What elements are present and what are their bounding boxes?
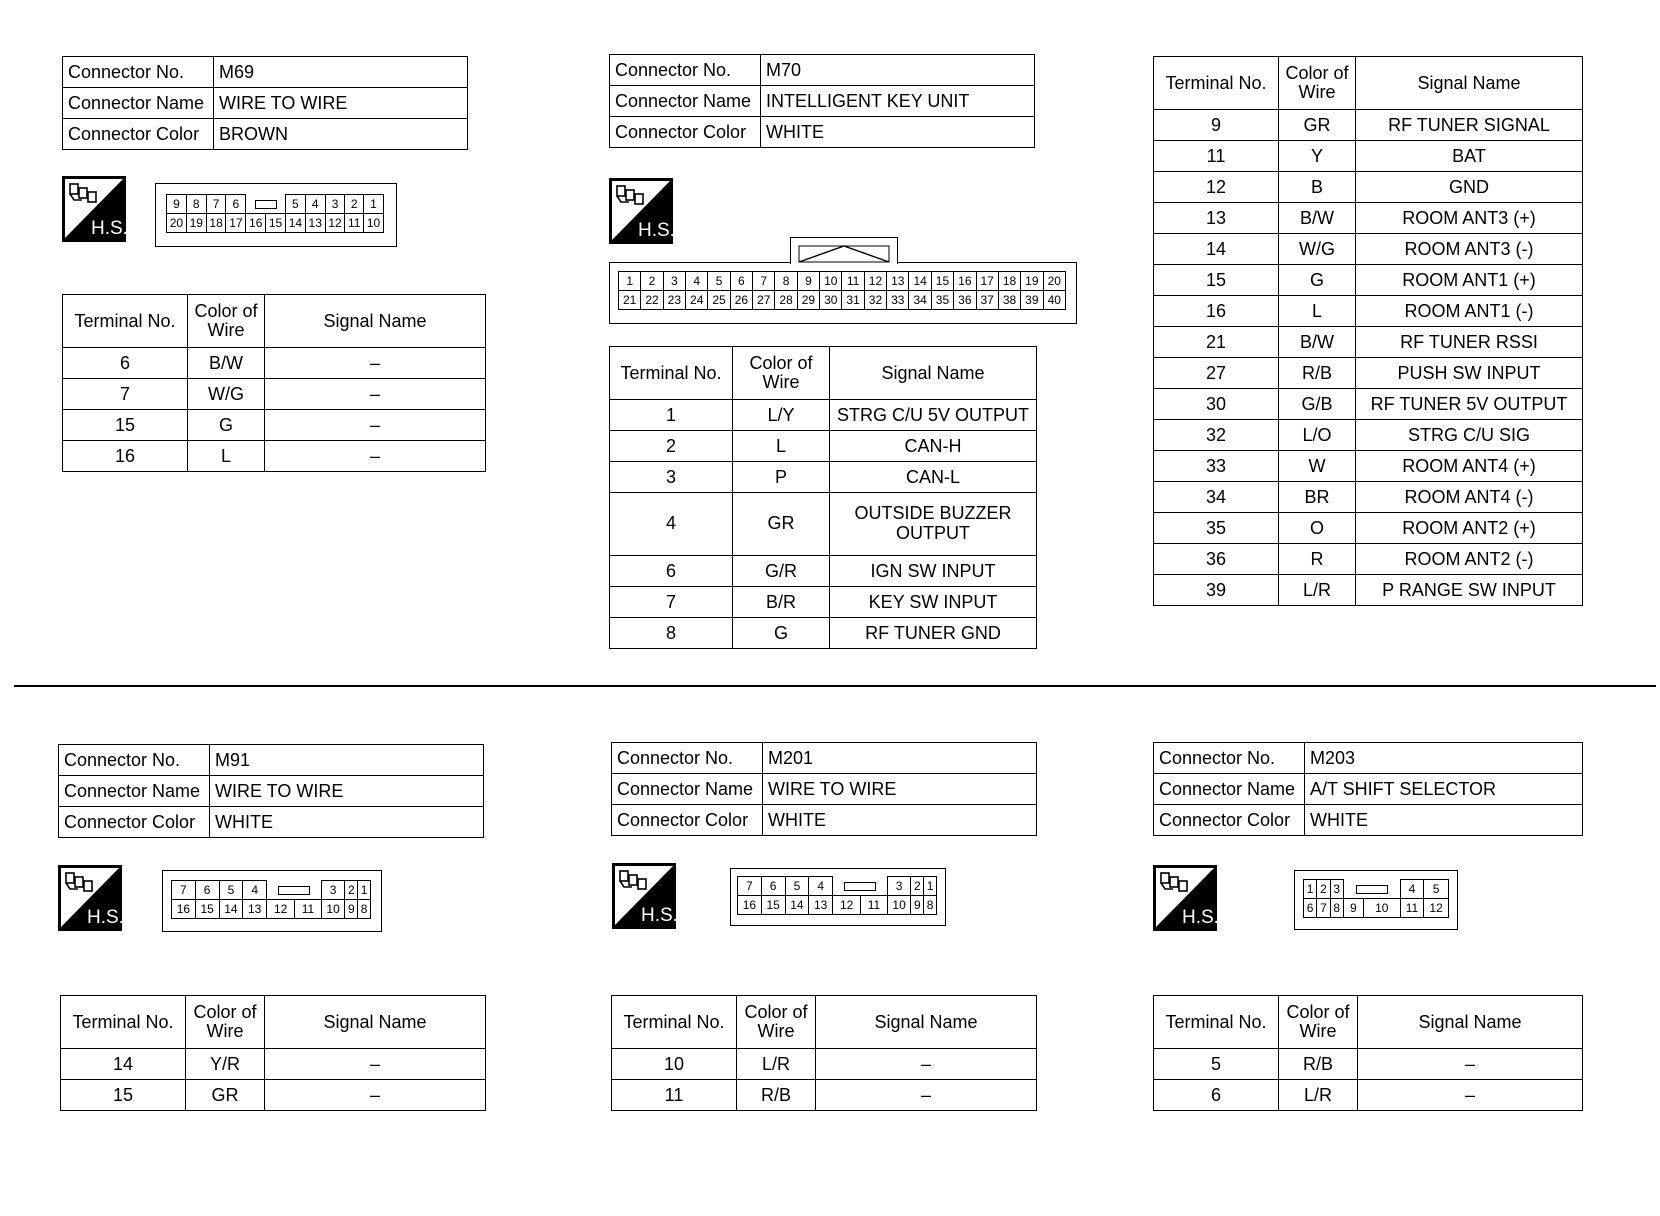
pin: 1 xyxy=(358,881,371,900)
table-row: 34 BR ROOM ANT4 (-) xyxy=(1154,482,1583,513)
signal-name-header: Signal Name xyxy=(830,347,1037,400)
pin: 13 xyxy=(243,900,267,919)
pin: 20 xyxy=(167,214,187,233)
pin: 14 xyxy=(909,272,931,291)
pin: 2 xyxy=(641,272,663,291)
connector-info-m91 xyxy=(58,744,484,838)
table-row: 15 G – xyxy=(63,410,486,441)
connector-no-label: Connector No. xyxy=(1154,743,1305,774)
pin: 23 xyxy=(663,291,685,310)
table-row: 36 R ROOM ANT2 (-) xyxy=(1154,544,1583,575)
connector-no-label: Connector No. xyxy=(612,743,763,774)
pin: 18 xyxy=(206,214,226,233)
terminal-table-m203 xyxy=(1153,995,1583,1111)
signal-name-header: Signal Name xyxy=(1358,996,1583,1049)
table-row: 4 GR OUTSIDE BUZZER OUTPUT xyxy=(610,493,1037,556)
pin: 28 xyxy=(775,291,797,310)
terminal-no-header: Terminal No. xyxy=(1154,57,1279,110)
connector-face-m69 xyxy=(155,183,397,247)
pin: 7 xyxy=(206,195,226,214)
connector-color-label: Connector Color xyxy=(1154,805,1305,836)
table-row: 16 L – xyxy=(63,441,486,472)
table-row: 8 G RF TUNER GND xyxy=(610,618,1037,649)
pin: 9 xyxy=(911,896,924,915)
table-row: 10 L/R – xyxy=(612,1049,1037,1080)
connector-name-label: Connector Name xyxy=(1154,774,1305,805)
pin: 11 xyxy=(842,272,864,291)
pin: 7 xyxy=(1317,899,1330,918)
table-row: 15 GR – xyxy=(61,1080,486,1111)
table-row: 14 W/G ROOM ANT3 (-) xyxy=(1154,234,1583,265)
pin: 3 xyxy=(321,881,345,900)
table-row: 6 L/R – xyxy=(1154,1080,1583,1111)
connector-no-value: M69 xyxy=(214,57,468,88)
pin: 21 xyxy=(619,291,641,310)
table-row: 7 W/G – xyxy=(63,379,486,410)
pin: 7 xyxy=(172,881,196,900)
pin: 5 xyxy=(219,881,243,900)
pin: 3 xyxy=(325,195,345,214)
connector-color-value: WHITE xyxy=(761,117,1035,148)
terminal-table-m70 xyxy=(609,346,1037,649)
signal-name-header: Signal Name xyxy=(816,996,1037,1049)
pin: 15 xyxy=(195,900,219,919)
pin: 5 xyxy=(285,195,305,214)
connector-face-m203 xyxy=(1294,870,1458,930)
connector-color-label: Connector Color xyxy=(59,807,210,838)
pin: 4 xyxy=(305,195,325,214)
table-row: 33 W ROOM ANT4 (+) xyxy=(1154,451,1583,482)
pin: 34 xyxy=(909,291,931,310)
pin: 7 xyxy=(738,877,762,896)
hs-label: H.S. xyxy=(91,218,126,239)
pin: 13 xyxy=(305,214,325,233)
pin: 12 xyxy=(1424,899,1449,918)
connector-no-value: M201 xyxy=(763,743,1037,774)
hs-label: H.S. xyxy=(87,907,122,928)
lock-tab xyxy=(246,195,286,214)
table-row: 14 Y/R – xyxy=(61,1049,486,1080)
connector-face-m91 xyxy=(162,870,382,932)
table-row: 12 B GND xyxy=(1154,172,1583,203)
pin: 24 xyxy=(686,291,708,310)
connector-latch xyxy=(790,237,898,264)
table-row: 6 B/W – xyxy=(63,348,486,379)
pin: 10 xyxy=(1363,899,1400,918)
harness-side-icon xyxy=(58,865,122,931)
table-row: 13 B/W ROOM ANT3 (+) xyxy=(1154,203,1583,234)
pin: 37 xyxy=(976,291,998,310)
table-row: 11 R/B – xyxy=(612,1080,1037,1111)
pin: 9 xyxy=(345,900,358,919)
pin: 10 xyxy=(321,900,345,919)
pin: 12 xyxy=(864,272,886,291)
pin: 14 xyxy=(285,214,305,233)
pin: 3 xyxy=(1330,880,1343,899)
harness-side-icon xyxy=(62,176,126,242)
pin: 1 xyxy=(619,272,641,291)
harness-side-icon xyxy=(609,178,673,244)
pin: 5 xyxy=(708,272,730,291)
pin: 11 xyxy=(295,900,321,919)
pin: 6 xyxy=(761,877,785,896)
pin: 14 xyxy=(785,896,809,915)
connector-info-m201 xyxy=(611,742,1037,836)
terminal-no-header: Terminal No. xyxy=(1154,996,1279,1049)
wire-color-header: Color of Wire xyxy=(1279,57,1356,110)
pin: 5 xyxy=(785,877,809,896)
connector-info-m203 xyxy=(1153,742,1583,836)
wire-color-header: Color of Wire xyxy=(733,347,830,400)
terminal-no-header: Terminal No. xyxy=(612,996,737,1049)
connector-no-label: Connector No. xyxy=(59,745,210,776)
connector-name-value: INTELLIGENT KEY UNIT xyxy=(761,86,1035,117)
pin: 2 xyxy=(1317,880,1330,899)
connector-name-value: WIRE TO WIRE xyxy=(214,88,468,119)
harness-side-icon xyxy=(1153,865,1217,931)
pin: 11 xyxy=(861,896,887,915)
pin: 11 xyxy=(1400,899,1423,918)
pin: 10 xyxy=(887,896,911,915)
pin: 4 xyxy=(686,272,708,291)
pin: 4 xyxy=(243,881,267,900)
wire-color-header: Color of Wire xyxy=(737,996,816,1049)
pin: 19 xyxy=(1021,272,1043,291)
lock-tab xyxy=(1343,880,1400,899)
table-row: 39 L/R P RANGE SW INPUT xyxy=(1154,575,1583,606)
pin: 9 xyxy=(797,272,819,291)
pin: 13 xyxy=(809,896,833,915)
terminal-no-header: Terminal No. xyxy=(610,347,733,400)
table-row: 2 L CAN-H xyxy=(610,431,1037,462)
connector-name-value: WIRE TO WIRE xyxy=(763,774,1037,805)
connector-no-label: Connector No. xyxy=(610,55,761,86)
connector-info-m69 xyxy=(62,56,468,150)
pin: 8 xyxy=(775,272,797,291)
harness-side-icon xyxy=(612,863,676,929)
connector-info-m70 xyxy=(609,54,1035,148)
pin: 12 xyxy=(325,214,345,233)
pin: 13 xyxy=(887,272,909,291)
table-row: 27 R/B PUSH SW INPUT xyxy=(1154,358,1583,389)
wire-color-header: Color of Wire xyxy=(1279,996,1358,1049)
lock-tab xyxy=(833,877,888,896)
connector-color-value: WHITE xyxy=(763,805,1037,836)
table-row: 1 L/Y STRG C/U 5V OUTPUT xyxy=(610,400,1037,431)
terminal-table-m69 xyxy=(62,294,486,472)
table-row: 6 G/R IGN SW INPUT xyxy=(610,556,1037,587)
pin: 17 xyxy=(976,272,998,291)
pin: 33 xyxy=(887,291,909,310)
connector-color-value: WHITE xyxy=(210,807,484,838)
table-row: 11 Y BAT xyxy=(1154,141,1583,172)
pin: 3 xyxy=(663,272,685,291)
table-row: 35 O ROOM ANT2 (+) xyxy=(1154,513,1583,544)
pin: 36 xyxy=(954,291,976,310)
terminal-no-header: Terminal No. xyxy=(63,295,188,348)
terminal-table-m91 xyxy=(60,995,486,1111)
pin: 6 xyxy=(1304,899,1317,918)
table-row: 3 P CAN-L xyxy=(610,462,1037,493)
pin: 30 xyxy=(820,291,842,310)
pin: 39 xyxy=(1021,291,1043,310)
pin: 10 xyxy=(364,214,384,233)
pin: 8 xyxy=(924,896,937,915)
pin: 7 xyxy=(753,272,775,291)
pin: 1 xyxy=(924,877,937,896)
pin: 9 xyxy=(167,195,187,214)
pin: 5 xyxy=(1424,880,1449,899)
pin: 6 xyxy=(226,195,246,214)
pin: 15 xyxy=(761,896,785,915)
pin: 16 xyxy=(246,214,266,233)
table-row: 16 L ROOM ANT1 (-) xyxy=(1154,296,1583,327)
table-row: 5 R/B – xyxy=(1154,1049,1583,1080)
pin: 38 xyxy=(998,291,1020,310)
connector-color-label: Connector Color xyxy=(612,805,763,836)
pin: 2 xyxy=(345,881,358,900)
pin: 27 xyxy=(753,291,775,310)
pin: 16 xyxy=(954,272,976,291)
pin: 1 xyxy=(1304,880,1317,899)
pin: 18 xyxy=(998,272,1020,291)
hs-label: H.S. xyxy=(1182,907,1217,928)
signal-name-header: Signal Name xyxy=(1356,57,1583,110)
pin: 2 xyxy=(345,195,364,214)
connector-face-m201 xyxy=(730,868,946,926)
terminal-no-header: Terminal No. xyxy=(61,996,186,1049)
table-row: 21 B/W RF TUNER RSSI xyxy=(1154,327,1583,358)
pin: 16 xyxy=(172,900,196,919)
pin: 32 xyxy=(864,291,886,310)
pin: 12 xyxy=(267,900,295,919)
lock-tab xyxy=(267,881,322,900)
pin: 16 xyxy=(738,896,762,915)
connector-name-label: Connector Name xyxy=(63,88,214,119)
pin: 31 xyxy=(842,291,864,310)
pin: 19 xyxy=(186,214,206,233)
pin: 22 xyxy=(641,291,663,310)
pin: 8 xyxy=(358,900,371,919)
pin: 12 xyxy=(833,896,861,915)
pin: 20 xyxy=(1043,272,1065,291)
pin: 11 xyxy=(345,214,364,233)
terminal-table-m70-continued xyxy=(1153,56,1583,606)
wire-color-header: Color of Wire xyxy=(188,295,265,348)
pin: 9 xyxy=(1343,899,1363,918)
connector-color-label: Connector Color xyxy=(63,119,214,150)
pin: 1 xyxy=(364,195,384,214)
signal-name-header: Signal Name xyxy=(265,295,486,348)
pin: 6 xyxy=(195,881,219,900)
wire-color-header: Color of Wire xyxy=(186,996,265,1049)
signal-name-header: Signal Name xyxy=(265,996,486,1049)
pin: 14 xyxy=(219,900,243,919)
pin: 10 xyxy=(820,272,842,291)
pin: 17 xyxy=(226,214,246,233)
connector-name-label: Connector Name xyxy=(610,86,761,117)
pin: 6 xyxy=(730,272,752,291)
table-row: 15 G ROOM ANT1 (+) xyxy=(1154,265,1583,296)
table-row: 30 G/B RF TUNER 5V OUTPUT xyxy=(1154,389,1583,420)
table-row: 9 GR RF TUNER SIGNAL xyxy=(1154,110,1583,141)
connector-color-label: Connector Color xyxy=(610,117,761,148)
connector-color-value: WHITE xyxy=(1305,805,1583,836)
pin: 29 xyxy=(797,291,819,310)
connector-name-label: Connector Name xyxy=(612,774,763,805)
connector-color-value: BROWN xyxy=(214,119,468,150)
pin: 25 xyxy=(708,291,730,310)
pin: 2 xyxy=(911,877,924,896)
table-row: 32 L/O STRG C/U SIG xyxy=(1154,420,1583,451)
connector-no-label: Connector No. xyxy=(63,57,214,88)
pin: 40 xyxy=(1043,291,1065,310)
pin: 8 xyxy=(186,195,206,214)
connector-name-label: Connector Name xyxy=(59,776,210,807)
connector-name-value: WIRE TO WIRE xyxy=(210,776,484,807)
connector-no-value: M203 xyxy=(1305,743,1583,774)
pin: 8 xyxy=(1330,899,1343,918)
pin: 15 xyxy=(266,214,286,233)
connector-no-value: M70 xyxy=(761,55,1035,86)
terminal-table-m201 xyxy=(611,995,1037,1111)
connector-face-m70 xyxy=(609,262,1077,324)
pin: 3 xyxy=(887,877,911,896)
hs-label: H.S. xyxy=(641,905,676,926)
pin: 15 xyxy=(931,272,953,291)
connector-no-value: M91 xyxy=(210,745,484,776)
section-divider xyxy=(14,685,1656,687)
connector-name-value: A/T SHIFT SELECTOR xyxy=(1305,774,1583,805)
table-row: 7 B/R KEY SW INPUT xyxy=(610,587,1037,618)
pin: 35 xyxy=(931,291,953,310)
pin: 26 xyxy=(730,291,752,310)
pin: 4 xyxy=(809,877,833,896)
hs-label: H.S. xyxy=(638,220,673,241)
pin: 4 xyxy=(1400,880,1423,899)
